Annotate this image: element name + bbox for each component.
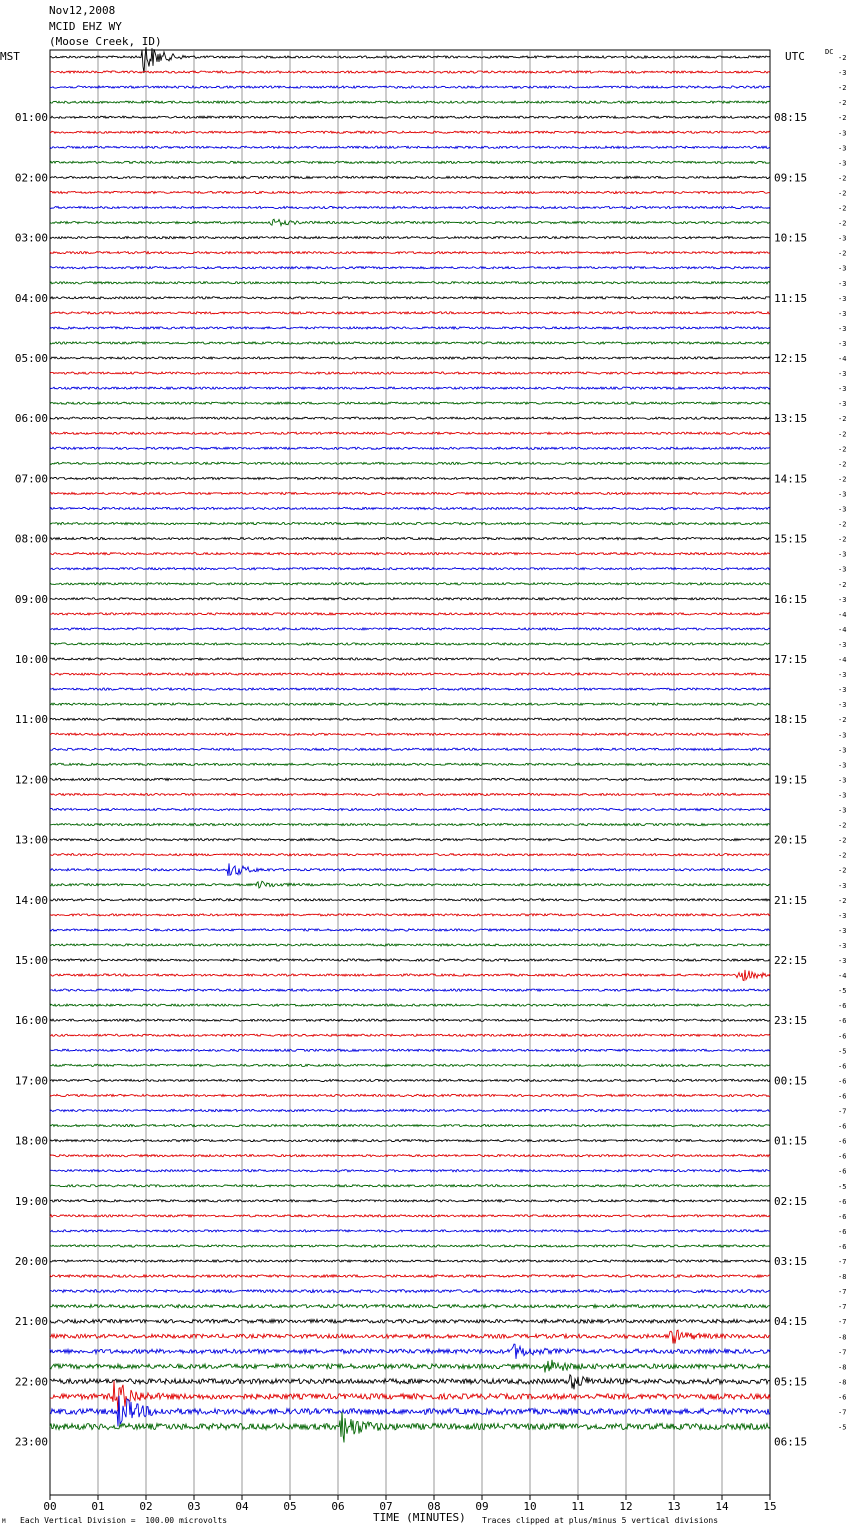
dc-offset-label: -2 [838, 475, 847, 484]
trace-red [50, 432, 770, 434]
dc-offset-label: -4 [838, 656, 847, 664]
plot-grid [50, 50, 770, 1495]
dc-offset-label: -3 [838, 279, 847, 288]
dc-offset-label: -3 [838, 400, 847, 409]
right-timezone-label: UTC [785, 50, 805, 63]
dc-offset-label: -2 [838, 520, 847, 529]
right-hour-label: 09:15 [774, 171, 808, 185]
trace-black [50, 1140, 770, 1142]
trace-blue [50, 86, 770, 88]
trace-green [50, 1360, 770, 1373]
dc-offset-label: -2 [838, 189, 847, 198]
trace-blue [50, 1396, 770, 1427]
right-hour-label: 04:15 [774, 1315, 808, 1329]
left-hour-label: 18:00 [14, 1134, 48, 1148]
dc-offset-label: -3 [838, 595, 847, 604]
left-hour-label: 13:00 [14, 833, 48, 847]
trace-blue [50, 1170, 770, 1172]
trace-green [50, 583, 770, 585]
trace-green [50, 944, 770, 946]
right-hour-label: 06:15 [774, 1435, 808, 1449]
right-hour-label: 00:15 [774, 1074, 808, 1088]
x-tick-label: 00 [43, 1500, 57, 1513]
trace-black [50, 658, 770, 660]
dc-offset-label: -6 [838, 1062, 847, 1071]
trace-green [50, 1004, 770, 1006]
left-hour-label: 15:00 [14, 954, 48, 967]
trace-red [50, 71, 770, 73]
right-hour-label: 22:15 [774, 954, 808, 967]
left-hour-label: 23:00 [14, 1435, 48, 1449]
left-timezone-label: MST [0, 50, 20, 63]
dc-offset-label: -6 [838, 1152, 847, 1161]
dc-offset-label: -4 [838, 972, 847, 981]
trace-green [50, 161, 770, 163]
dc-offset-label: -3 [838, 731, 847, 740]
right-hour-label: 11:15 [774, 291, 808, 305]
trace-blue [50, 1109, 770, 1111]
dc-offset-label: -2 [838, 445, 847, 454]
dc-offset-label: -3 [838, 701, 847, 710]
trace-black [50, 176, 770, 178]
dc-offset-label: -2 [838, 249, 847, 258]
dc-offset-label: -7 [838, 1288, 847, 1297]
trace-blue [50, 1344, 770, 1359]
trace-red [50, 914, 770, 916]
right-hour-label: 12:15 [774, 352, 808, 365]
dc-offset-label: -3 [838, 686, 847, 695]
trace-green [50, 101, 770, 103]
x-tick-label: 12 [619, 1500, 633, 1513]
trace-green [50, 1245, 770, 1247]
trace-black [50, 839, 770, 841]
trace-blue [50, 688, 770, 690]
trace-red [50, 970, 770, 981]
left-hour-label: 20:00 [14, 1255, 48, 1268]
left-hour-label: 17:00 [14, 1074, 48, 1088]
dc-offset-label: -3 [838, 159, 847, 168]
left-hour-label: 19:00 [14, 1194, 48, 1208]
dc-offset-label: -6 [838, 1122, 847, 1131]
right-hour-label: 20:15 [774, 833, 808, 847]
dc-offset-label: -6 [838, 1167, 847, 1176]
dc-offset-label: -6 [838, 1212, 847, 1221]
trace-blue [50, 206, 770, 208]
trace-black [50, 1375, 770, 1390]
trace-blue [50, 808, 770, 810]
dc-offset-label: -8 [838, 1363, 847, 1372]
trace-black [50, 297, 770, 299]
x-tick-label: 01 [91, 1500, 105, 1513]
left-hour-label: 05:00 [14, 352, 48, 365]
dc-offset-label: -2 [838, 535, 847, 544]
trace-red [50, 854, 770, 856]
right-hour-label: 18:15 [774, 713, 808, 727]
dc-offset-label: -3 [838, 324, 847, 333]
corner-mark: M [2, 1518, 6, 1525]
trace-black [50, 778, 770, 780]
dc-offset-label: -3 [838, 385, 847, 394]
trace-blue [50, 387, 770, 389]
dc-offset-label: -6 [838, 1017, 847, 1026]
x-tick-label: 13 [667, 1500, 681, 1513]
trace-red [50, 1275, 770, 1278]
right-hour-label: 05:15 [774, 1375, 808, 1389]
trace-blue [50, 1049, 770, 1051]
x-tick-label: 08 [427, 1500, 441, 1513]
trace-black [50, 116, 770, 118]
dc-offset-label: -2 [838, 54, 847, 62]
dc-offset-label: -3 [838, 339, 847, 348]
trace-green [50, 1185, 770, 1187]
dc-offset-label: -5 [838, 1182, 847, 1191]
trace-black [50, 899, 770, 901]
dc-offset-label: -6 [838, 1197, 847, 1206]
right-hour-label: 14:15 [774, 472, 808, 486]
trace-blue [50, 447, 770, 449]
dc-offset-label: -4 [838, 610, 847, 619]
trace-black [50, 538, 770, 540]
left-hour-label: 04:00 [14, 291, 48, 305]
trace-green [50, 763, 770, 765]
trace-green [50, 643, 770, 645]
trace-blue [50, 628, 770, 630]
trace-red [50, 673, 770, 675]
trace-red [50, 492, 770, 494]
dc-offset-label: -3 [838, 941, 847, 950]
dc-offset-label: -2 [838, 84, 847, 93]
trace-green [50, 342, 770, 344]
x-tick-label: 11 [571, 1500, 585, 1513]
x-tick-label: 15 [763, 1500, 777, 1513]
header-date: Nov12,2008 [49, 4, 116, 17]
left-hour-label: 14:00 [14, 893, 48, 907]
x-tick-label: 02 [139, 1500, 153, 1513]
dc-offset-label: -2 [838, 430, 847, 439]
trace-blue [50, 748, 770, 750]
left-hour-label: 07:00 [14, 472, 48, 486]
trace-blue [50, 1290, 770, 1293]
trace-red [50, 553, 770, 555]
dc-offset-label: -3 [838, 881, 847, 890]
trace-red [50, 793, 770, 795]
trace-red [50, 312, 770, 314]
trace-green [50, 282, 770, 284]
left-hour-label: 01:00 [14, 111, 48, 125]
trace-black [50, 718, 770, 720]
trace-red [50, 1155, 770, 1157]
dc-offset-label: -2 [838, 866, 847, 875]
dc-offset-label: -2 [838, 99, 847, 108]
trace-black [50, 47, 770, 73]
trace-red [50, 252, 770, 254]
left-hour-label: 22:00 [14, 1375, 48, 1389]
trace-green [50, 824, 770, 826]
dc-offset-label: -2 [838, 219, 847, 228]
dc-offset-label: -3 [838, 761, 847, 770]
x-tick-label: 09 [475, 1500, 489, 1513]
trace-black [50, 1200, 770, 1202]
dc-offset-label: -6 [838, 1002, 847, 1011]
dc-offset-label: -7 [838, 1408, 847, 1417]
dc-offset-label: -2 [838, 821, 847, 830]
trace-red [50, 372, 770, 374]
trace-black [50, 357, 770, 359]
right-hour-label: 17:15 [774, 653, 808, 666]
dc-offset-label: -3 [838, 309, 847, 318]
trace-black [50, 959, 770, 961]
left-hour-label: 11:00 [14, 713, 48, 727]
trace-red [50, 1094, 770, 1096]
dc-offset-label: -8 [838, 1273, 847, 1282]
dc-offset-label: -3 [838, 911, 847, 920]
dc-offset-label: -6 [838, 1092, 847, 1101]
trace-red [50, 191, 770, 193]
dc-offset-label: -3 [838, 550, 847, 559]
trace-black [50, 1019, 770, 1021]
right-hour-label: 03:15 [774, 1255, 808, 1268]
dc-offset-label: -6 [838, 1137, 847, 1146]
right-hour-label: 02:15 [774, 1194, 808, 1208]
trace-blue [50, 507, 770, 509]
trace-blue [50, 989, 770, 991]
right-hour-label: 13:15 [774, 412, 808, 426]
dc-offset-label: -3 [838, 69, 847, 78]
dc-offset-label: -5 [838, 1423, 847, 1432]
trace-green [50, 462, 770, 464]
trace-green [50, 1125, 770, 1127]
dc-offset-label: -3 [838, 129, 847, 138]
dc-offset-label: -7 [838, 1348, 847, 1357]
scale-note: Each Vertical Division = 100.00 microvolts [20, 1516, 228, 1525]
seismic-traces [50, 47, 770, 1443]
dc-offset-label: -3 [838, 791, 847, 800]
left-hour-label: 02:00 [14, 171, 48, 185]
dc-offset-label: -2 [838, 716, 847, 725]
header-location: (Moose Creek, ID) [49, 35, 162, 48]
right-hour-label: 01:15 [774, 1134, 808, 1148]
header-station: MCID EHZ WY [49, 20, 122, 33]
dc-offset-label: -2 [838, 851, 847, 860]
trace-green [50, 703, 770, 705]
dc-offset-label: -6 [838, 1242, 847, 1251]
dc-offset-label: -7 [838, 1107, 847, 1116]
dc-offset-label: -7 [838, 1303, 847, 1312]
trace-black [50, 477, 770, 479]
dc-offset-label: -3 [838, 776, 847, 785]
dc-offset-label: -3 [838, 671, 847, 680]
dc-offset-label: -3 [838, 505, 847, 514]
dc-offset-label: -3 [838, 294, 847, 303]
trace-red [50, 613, 770, 615]
trace-black [50, 1079, 770, 1081]
trace-black [50, 598, 770, 600]
trace-blue [50, 568, 770, 570]
left-hour-label: 09:00 [14, 592, 48, 606]
right-hour-label: 23:15 [774, 1014, 808, 1028]
trace-red [50, 131, 770, 133]
dc-offset-label: -2 [838, 460, 847, 469]
dc-label: DC [825, 48, 834, 56]
trace-blue [50, 863, 770, 875]
trace-red [50, 733, 770, 735]
dc-offset-label: -2 [838, 415, 847, 424]
dc-offset-label: -3 [838, 490, 847, 499]
dc-offset-label: -3 [838, 565, 847, 574]
right-hour-label: 10:15 [774, 231, 808, 245]
dc-offset-label: -8 [838, 1378, 847, 1387]
x-tick-label: 04 [235, 1500, 249, 1513]
dc-offset-label: -7 [838, 1318, 847, 1327]
trace-green [50, 1064, 770, 1066]
x-tick-label: 03 [187, 1500, 201, 1513]
right-hour-label: 19:15 [774, 773, 808, 787]
dc-offset-label: -2 [838, 174, 847, 183]
trace-black [50, 1260, 770, 1262]
trace-green [50, 523, 770, 525]
dc-offset-label: -3 [838, 957, 847, 965]
dc-offset-label: -3 [838, 926, 847, 935]
trace-black [50, 237, 770, 239]
dc-offset-label: -3 [838, 640, 847, 649]
left-hour-label: 06:00 [14, 412, 48, 426]
dc-offset-label: -6 [838, 1393, 847, 1402]
dc-offset-label: -6 [838, 1227, 847, 1236]
trace-red [50, 1330, 770, 1343]
left-hour-label: 03:00 [14, 231, 48, 245]
left-hour-label: 16:00 [14, 1014, 48, 1028]
x-tick-label: 05 [283, 1500, 297, 1513]
trace-green [50, 402, 770, 404]
trace-green [50, 881, 770, 888]
trace-black [50, 1319, 770, 1323]
dc-offset-label: -2 [838, 580, 847, 589]
dc-offset-label: -2 [838, 896, 847, 905]
trace-black [50, 417, 770, 419]
right-hour-label: 15:15 [774, 532, 808, 546]
trace-red [50, 1215, 770, 1217]
x-tick-label: 06 [331, 1500, 345, 1513]
trace-blue [50, 929, 770, 931]
dc-offset-label: -4 [838, 355, 847, 363]
trace-green [50, 219, 770, 225]
plot-frame [50, 50, 770, 1495]
trace-blue [50, 1230, 770, 1232]
trace-blue [50, 327, 770, 329]
left-hour-label: 12:00 [14, 773, 48, 787]
right-hour-label: 08:15 [774, 111, 808, 125]
trace-green [50, 1305, 770, 1308]
left-hour-label: 10:00 [14, 653, 48, 666]
dc-offset-label: -5 [838, 987, 847, 996]
trace-red [50, 1381, 770, 1412]
left-hour-label: 21:00 [14, 1315, 48, 1329]
dc-offset-label: -7 [838, 1258, 847, 1266]
dc-offset-label: -2 [838, 114, 847, 123]
x-axis-title: TIME (MINUTES) [373, 1511, 466, 1524]
dc-offset-label: -4 [838, 625, 847, 634]
dc-offset-label: -3 [838, 264, 847, 273]
dc-offset-label: -3 [838, 746, 847, 755]
trace-green [50, 1412, 770, 1443]
trace-blue [50, 267, 770, 269]
dc-offset-label: -3 [838, 370, 847, 379]
dc-offset-label: -3 [838, 234, 847, 243]
dc-offset-label: -2 [838, 204, 847, 213]
dc-offset-label: -6 [838, 1077, 847, 1086]
trace-red [50, 1034, 770, 1036]
right-hour-label: 21:15 [774, 893, 808, 907]
clip-note: Traces clipped at plus/minus 5 vertical divisions [482, 1516, 719, 1525]
x-tick-label: 14 [715, 1500, 729, 1513]
dc-offset-label: -8 [838, 1333, 847, 1342]
x-tick-label: 07 [379, 1500, 393, 1513]
dc-offset-label: -5 [838, 1047, 847, 1056]
dc-offset-label: -3 [838, 144, 847, 153]
dc-offset-label: -3 [838, 806, 847, 815]
trace-blue [50, 146, 770, 148]
dc-offset-label: -6 [838, 1032, 847, 1041]
dc-offset-label: -2 [838, 836, 847, 845]
right-hour-label: 16:15 [774, 592, 808, 606]
x-tick-label: 10 [523, 1500, 537, 1513]
left-hour-label: 08:00 [14, 532, 48, 546]
